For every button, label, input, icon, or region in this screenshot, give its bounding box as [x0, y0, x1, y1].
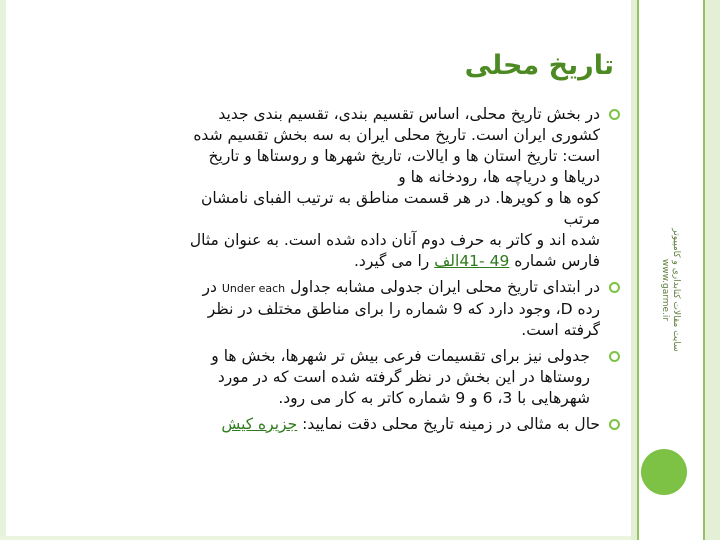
classification-link[interactable]: 49 -41الف [434, 252, 510, 270]
side-caption-line1: سایت مقالات کتابداری و کامپیوتر [671, 228, 681, 352]
bullet-item-2 [38, 277, 620, 341]
paragraph2-text: در ابتدای تاریخ محلی ایران جدولی مشابه جداول [290, 278, 600, 296]
paragraph1-last-suffix: را می گیرد. [353, 252, 430, 270]
bullet-circle-icon [609, 419, 620, 430]
right-stripe-outer [705, 0, 720, 540]
paragraph1-line: کشوری ایران است. تاریخ محلی ایران به سه بخش تقسیم شده [193, 126, 600, 144]
paragraph3-line: روستاها در این بخش در نظر گرفته شده است که در مورد [217, 368, 590, 386]
paragraph2-line2: رده D، وجود دارد که 9 شماره را برای مناطق مختلف در نظر [207, 300, 600, 318]
slide-title: تاریخ محلی [464, 50, 614, 81]
kish-island-link[interactable]: جزیره کیش [221, 415, 298, 433]
bullet-circle-icon [609, 109, 620, 120]
paragraph1-last-line [38, 251, 600, 272]
bullet-item-4 [38, 414, 620, 435]
bullet-item-3 [38, 346, 620, 409]
paragraph1-line: مرتب [563, 210, 600, 228]
decorative-circle [641, 449, 687, 495]
paragraph1-line: شده اند و کاتر به حرف دوم آنان داده شده است. به عنوان مثال [189, 231, 600, 249]
paragraph1-line: است: تاریخ استان ها و ایالات، تاریخ شهرها و روستاها و تاریخ [208, 147, 600, 165]
side-caption-line2: www.garme.ir [660, 258, 670, 322]
paragraph4-line [38, 414, 600, 435]
side-caption [640, 190, 700, 390]
paragraph1-line: در بخش تاریخ محلی، اساس تقسیم بندی، تقسیم بندی جدید [218, 105, 600, 123]
bullet-circle-icon [609, 351, 620, 362]
paragraph2-line3: گرفته است. [521, 321, 600, 339]
paragraph1-last-prefix: فارس شماره [514, 252, 600, 270]
left-border [0, 0, 6, 540]
paragraph4-text: حال به مثالی در زمینه تاریخ محلی دقت نمایید: [302, 415, 600, 433]
paragraph2-text-after: در [202, 278, 217, 296]
bottom-border [0, 536, 720, 540]
bullet-item-1 [38, 104, 620, 272]
paragraph2-english-term: Under each [221, 282, 286, 295]
paragraph2-line1 [38, 277, 600, 299]
paragraph3-line: شهرهایی با 3، 6 و 9 شماره کاتر به کار می رود. [278, 389, 590, 407]
slide-body [38, 104, 620, 440]
paragraph1-line: دریاها و دریاچه ها، رودخانه ها و [398, 168, 600, 186]
paragraph3-line: جدولی نیز برای تقسیمات فرعی بیش تر شهرها، بخش ها و [211, 347, 590, 365]
bullet-circle-icon [609, 282, 620, 293]
paragraph1-line: کوه ها و کویرها. در هر قسمت مناطق به ترتیب الفبای نامشان [200, 189, 600, 207]
